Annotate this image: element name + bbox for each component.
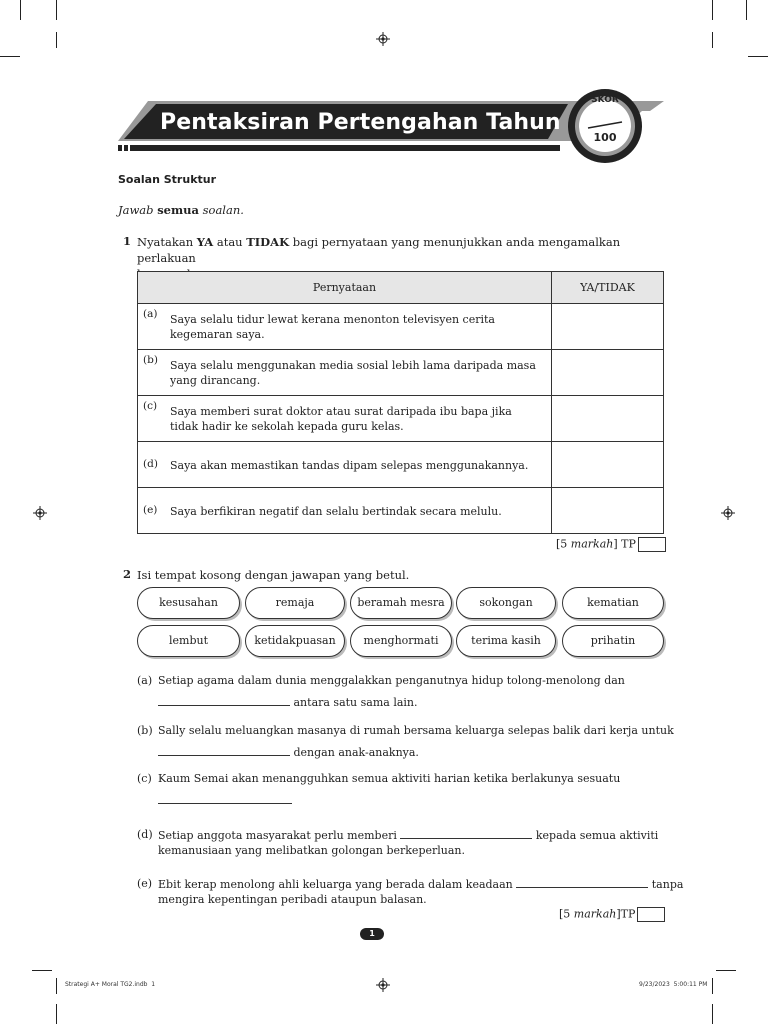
page-title: Pentaksiran Pertengahan Tahun xyxy=(160,110,561,135)
marks-close: ] xyxy=(616,907,621,921)
word-option: beramah mesra xyxy=(350,587,452,619)
crop-mark xyxy=(712,978,713,994)
marks-label xyxy=(556,537,666,552)
question-number: 1 xyxy=(123,234,132,248)
marks-word: markah xyxy=(570,537,614,551)
instruction xyxy=(118,203,244,217)
row-label: (a) xyxy=(143,308,158,320)
crop-mark xyxy=(746,0,747,20)
question-text-bold: TIDAK xyxy=(246,235,290,249)
statement-text: Saya selalu menggunakan media sosial lebih lama daripada masa yang dirancang. xyxy=(170,359,536,387)
row-label: (d) xyxy=(143,458,158,470)
crop-mark xyxy=(716,970,736,971)
answer-blank[interactable] xyxy=(158,792,292,804)
footer-page: 1 xyxy=(151,981,156,988)
word-option: lembut xyxy=(137,625,240,657)
word-option: terima kasih xyxy=(456,625,556,657)
crop-mark xyxy=(56,978,57,994)
answer-blank[interactable] xyxy=(400,827,532,839)
part-label: (e) xyxy=(137,877,153,890)
column-header: YA/TIDAK xyxy=(552,272,664,304)
marks-open: [5 xyxy=(559,907,571,921)
section-title: Soalan Struktur xyxy=(118,173,217,186)
statement-text: Saya memberi surat doktor atau surat daripada ibu bapa jika tidak hadir ke sekolah kepada guru kelas. xyxy=(170,405,512,433)
question-text-part: atau xyxy=(216,235,243,249)
footer-file: Strategi A+ Moral TG2.indb xyxy=(65,981,148,988)
statement-text: Saya selalu tidur lewat kerana menonton televisyen cerita kegemaran saya. xyxy=(170,313,495,341)
crop-mark xyxy=(56,0,57,20)
marks-close: ] xyxy=(613,537,618,551)
statement-text: Saya berfikiran negatif dan selalu bertindak secara melulu. xyxy=(170,505,502,518)
word-option: kematian xyxy=(562,587,664,619)
instruction-italic: soalan. xyxy=(202,203,244,217)
crop-mark xyxy=(748,56,768,57)
question-number: 2 xyxy=(123,567,132,581)
part-text: Setiap agama dalam dunia menggalakkan penganutnya hidup tolong-menolong dan xyxy=(158,674,625,687)
answer-blank[interactable] xyxy=(158,744,290,756)
footer-time: 5:00:11 PM xyxy=(673,981,708,988)
footer-filename xyxy=(65,981,155,988)
crop-mark xyxy=(0,56,20,57)
crop-mark xyxy=(56,1004,57,1024)
part-label: (a) xyxy=(137,674,153,687)
tp-box[interactable] xyxy=(638,537,666,552)
statement-text: Saya akan memastikan tandas dipam selepas menggunakannya. xyxy=(170,459,529,472)
footer-date: 9/23/2023 xyxy=(639,981,670,988)
instruction-bold: semua xyxy=(157,203,199,217)
marks-word: markah xyxy=(573,907,617,921)
table-header-row xyxy=(138,272,664,304)
crop-mark xyxy=(712,32,713,48)
registration-mark-icon xyxy=(33,506,47,520)
part-text: dengan anak-anaknya. xyxy=(293,746,419,759)
registration-mark-icon xyxy=(376,978,390,992)
part-text: antara satu sama lain. xyxy=(293,696,418,709)
registration-mark-icon xyxy=(376,32,390,46)
row-label: (b) xyxy=(143,354,158,366)
tp-label: TP xyxy=(620,907,636,921)
tp-label: TP xyxy=(621,537,636,551)
part-text: kemanusiaan yang melibatkan golongan berkeperluan. xyxy=(158,844,465,857)
part-label: (c) xyxy=(137,772,152,785)
word-option: remaja xyxy=(245,587,345,619)
word-option: kesusahan xyxy=(137,587,240,619)
part-text: Kaum Semai akan menangguhkan semua aktiviti harian ketika berlakunya sesuatu xyxy=(158,772,621,785)
answer-cell[interactable] xyxy=(552,350,664,396)
part-text: Sally selalu meluangkan masanya di rumah bersama keluarga selepas balik dari kerja untuk xyxy=(158,724,674,737)
crop-mark xyxy=(712,0,713,20)
part-text: Ebit kerap menolong ahli keluarga yang berada dalam keadaan xyxy=(158,878,513,891)
table-row xyxy=(138,304,664,350)
question-text-part: bagi pernyataan yang menunjukkan anda mengamalkan perlakuan xyxy=(137,235,621,265)
crop-mark xyxy=(20,0,21,20)
answer-cell[interactable] xyxy=(552,488,664,534)
part-text: tanpa xyxy=(651,878,684,891)
answer-blank[interactable] xyxy=(516,876,648,888)
table-row xyxy=(138,442,664,488)
table-row xyxy=(138,488,664,534)
tp-box[interactable] xyxy=(637,907,665,922)
table-row xyxy=(138,396,664,442)
page-number: 1 xyxy=(360,928,384,940)
part-label: (b) xyxy=(137,724,153,737)
question-text: Isi tempat kosong dengan jawapan yang betul. xyxy=(137,568,410,582)
question-text-bold: YA xyxy=(196,235,214,249)
row-label: (e) xyxy=(143,504,158,516)
score-max: 100 xyxy=(593,131,617,144)
question-text-part: Nyatakan xyxy=(137,235,194,249)
part-text: mengira kepentingan peribadi ataupun balasan. xyxy=(158,893,427,906)
answer-cell[interactable] xyxy=(552,442,664,488)
answer-cell[interactable] xyxy=(552,396,664,442)
footer-timestamp xyxy=(639,981,707,988)
word-option: prihatin xyxy=(562,625,664,657)
word-option: menghormati xyxy=(350,625,452,657)
word-option: ketidakpuasan xyxy=(245,625,345,657)
instruction-italic: Jawab xyxy=(118,203,154,217)
marks-label xyxy=(559,907,665,922)
crop-mark xyxy=(712,1004,713,1024)
registration-mark-icon xyxy=(721,506,735,520)
answer-cell[interactable] xyxy=(552,304,664,350)
statement-table xyxy=(137,271,664,534)
column-header: Pernyataan xyxy=(138,272,552,304)
part-label: (d) xyxy=(137,828,153,841)
crop-mark xyxy=(56,32,57,48)
score-label: SKOR xyxy=(591,95,619,105)
part-text: Setiap anggota masyarakat perlu memberi xyxy=(158,829,397,842)
crop-mark xyxy=(32,970,52,971)
word-option: sokongan xyxy=(456,587,556,619)
row-label: (c) xyxy=(143,400,158,412)
part-text: kepada semua aktiviti xyxy=(535,829,659,842)
table-row xyxy=(138,350,664,396)
answer-blank[interactable] xyxy=(158,694,290,706)
marks-open: [5 xyxy=(556,537,568,551)
